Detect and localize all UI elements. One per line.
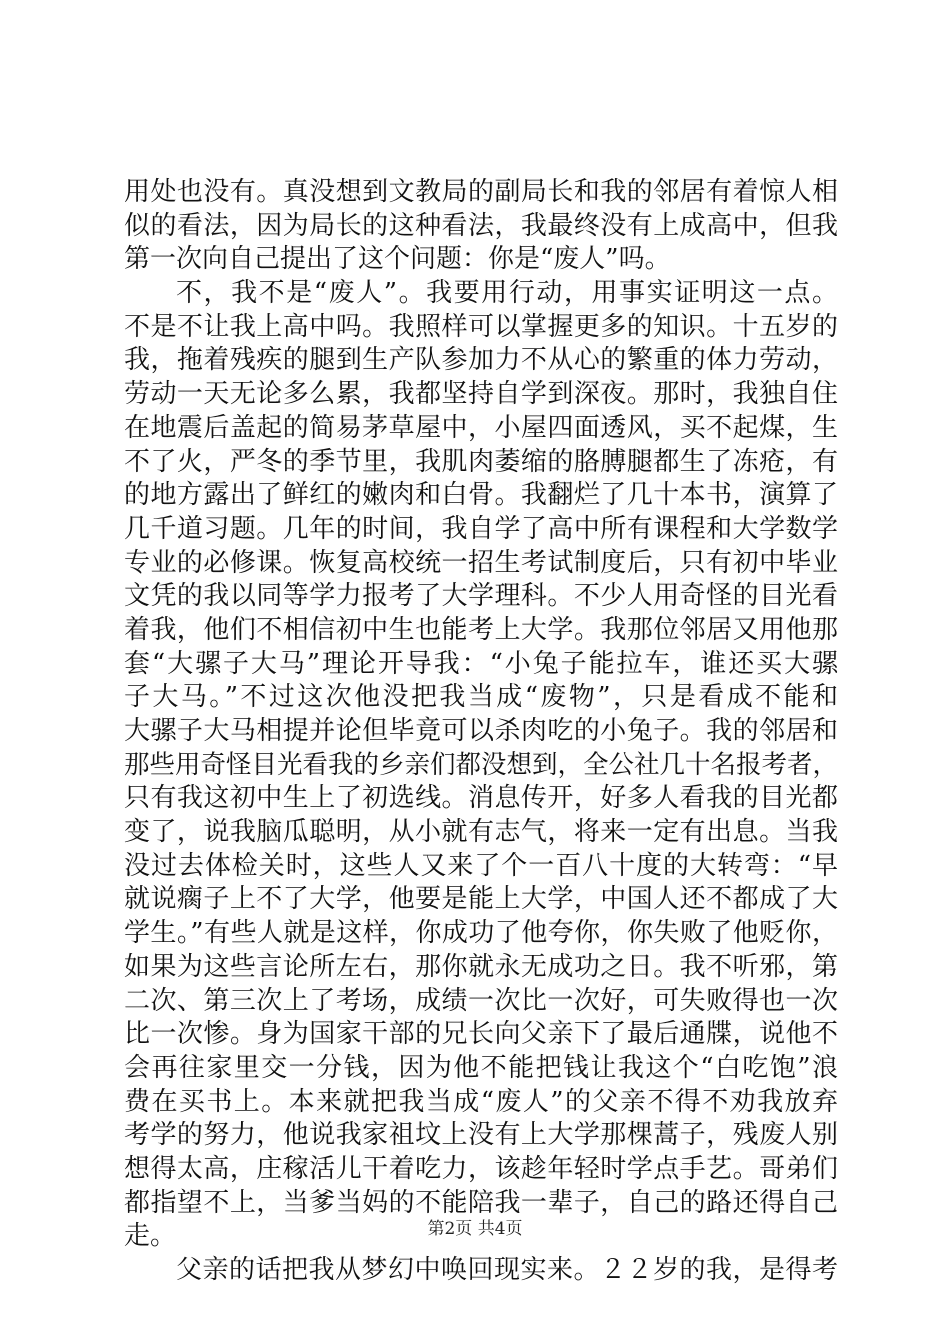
text-line: 在地震后盖起的简易茅草屋中，小屋四面透风，买不起煤，生	[124, 412, 838, 443]
text-line: 着我，他们不相信初中生也能考上大学。我那位邻居又用他那	[124, 614, 838, 645]
text-line: 文凭的我以同等学力报考了大学理科。不少人用奇怪的目光看	[124, 581, 838, 612]
text-line: 第一次向自己提出了这个问题：你是“废人”吗。	[124, 244, 671, 275]
text-line: 变了，说我脑瓜聪明，从小就有志气，将来一定有出息。当我	[124, 817, 838, 848]
text-line: 学生。”有些人就是这样，你成功了他夸你，你失败了他贬你，	[124, 918, 838, 949]
text-line: 用处也没有。真没想到文教局的副局长和我的邻居有着惊人相	[124, 177, 838, 207]
text-line: 套“大骡子大马”理论开导我：“小兔子能拉车，谁还买大骡	[124, 648, 838, 679]
text-line: 考学的努力，他说我家祖坟上没有上大学那棵蒿子，残废人别	[124, 1120, 838, 1151]
text-line: 只有我这初中生上了初选线。消息传开，好多人看我的目光都	[124, 783, 838, 814]
text-line: 二次、第三次上了考场，成绩一次比一次好，可失败得也一次	[124, 985, 838, 1016]
text-line: 大骡子大马相提并论但毕竟可以杀肉吃的小兔子。我的邻居和	[124, 716, 838, 746]
text-line: 子大马。”不过这次他没把我当成“废物”，只是看成不能和	[124, 682, 838, 713]
text-line: 不了火，严冬的季节里，我肌肉萎缩的胳膊腿都生了冻疮，有	[124, 446, 838, 477]
text-line: 似的看法，因为局长的这种看法，我最终没有上成高中，但我	[124, 210, 838, 241]
text-line: 比一次惨。身为国家干部的兄长向父亲下了最后通牒，说他不	[124, 1019, 838, 1050]
text-line: 走。	[124, 1221, 177, 1252]
text-line: 都指望不上，当爹当妈的不能陪我一辈子，自己的路还得自己	[124, 1187, 838, 1218]
text-line: 的地方露出了鲜红的嫩肉和白骨。我翻烂了几十本书，演算了	[124, 480, 838, 511]
text-line: 几千道习题。几年的时间，我自学了高中所有课程和大学数学	[124, 513, 838, 544]
text-line: 想得太高，庄稼活儿干着吃力，该趁年轻时学点手艺。哥弟们	[124, 1153, 838, 1184]
text-line: 专业的必修课。恢复高校统一招生考试制度后，只有初中毕业	[124, 547, 838, 578]
body-text	[124, 176, 838, 1288]
text-line: 父亲的话把我从梦幻中唤回现实来。２２岁的我，是得考	[176, 1255, 838, 1285]
text-line: 不，我不是“废人”。我要用行动，用事实证明这一点。	[176, 278, 838, 309]
text-line: 那些用奇怪目光看我的乡亲们都没想到，全公社几十名报考者，	[124, 749, 839, 780]
text-line: 不是不让我上高中吗。我照样可以掌握更多的知识。十五岁的	[124, 311, 838, 342]
text-line: 费在买书上。本来就把我当成“废人”的父亲不得不劝我放弃	[124, 1086, 838, 1117]
text-line: 我，拖着残疾的腿到生产队参加力不从心的繁重的体力劳动，	[124, 345, 838, 376]
text-line: 如果为这些言论所左右，那你就永无成功之日。我不听邪，第	[124, 951, 838, 982]
text-line: 就说瘸子上不了大学，他要是能上大学，中国人还不都成了大	[124, 884, 838, 915]
text-line: 劳动一天无论多么累，我都坚持自学到深夜。那时，我独自住	[124, 379, 838, 410]
text-line: 会再往家里交一分钱，因为他不能把钱让我这个“白吃饱”浪	[124, 1052, 838, 1083]
page-footer: 第2页 共4页	[427, 1219, 523, 1239]
text-line: 没过去体检关时，这些人又来了个一百八十度的大转弯：“早	[124, 850, 838, 881]
